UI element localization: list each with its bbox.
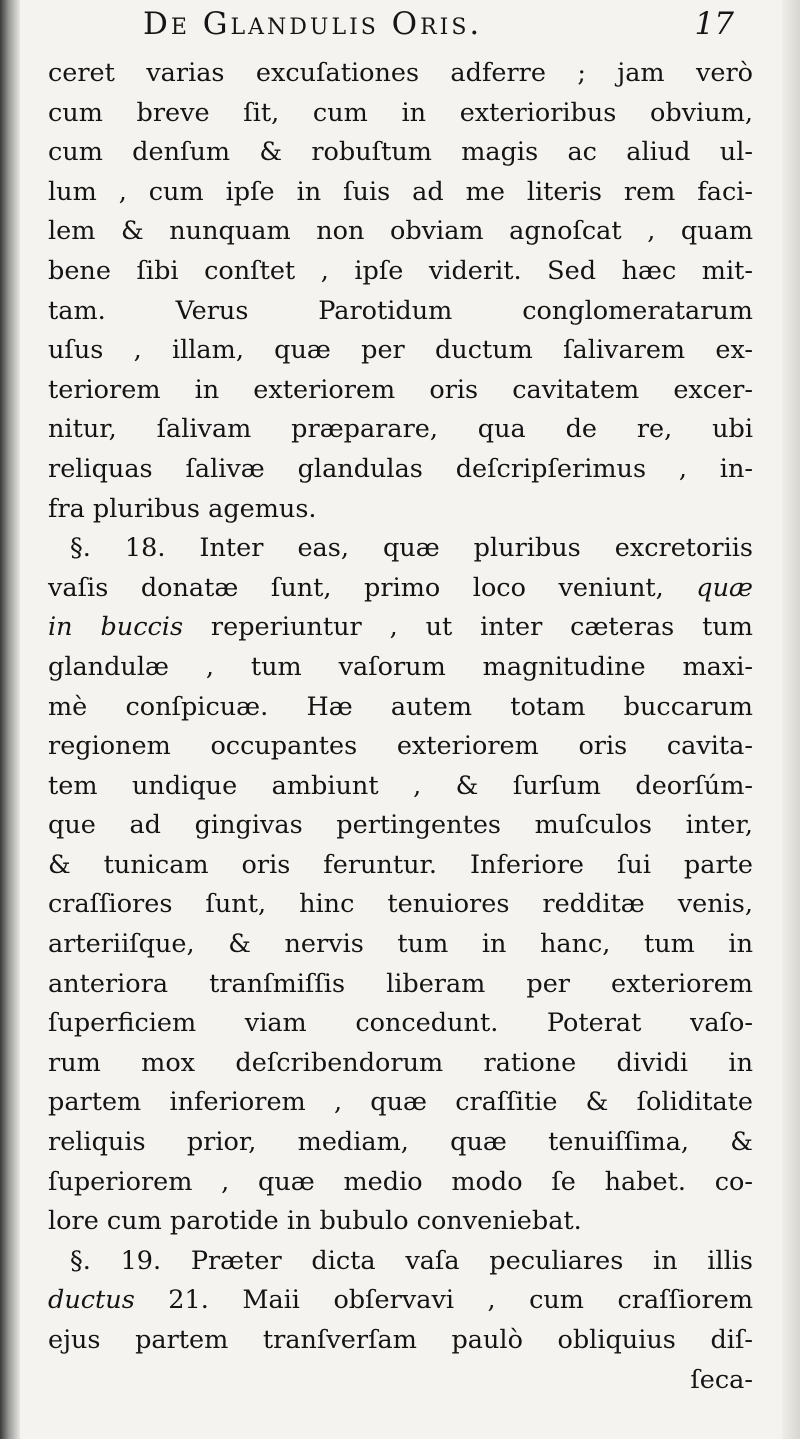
body-text <box>48 54 753 1400</box>
line-text: craſſiores ſunt, hinc tenuiores redditæ venis, <box>48 889 753 920</box>
line-text: reperiuntur , ut inter cæteras tum <box>183 612 753 643</box>
line-text: reliquas ſalivæ glandulas deſcripſerimus , in- <box>48 453 753 484</box>
text-line <box>48 727 753 767</box>
line-text: mè conſpicuæ. Hæ autem totam buccarum <box>48 691 753 722</box>
line-text: ſuperiorem , quæ medio modo ſe habet. co- <box>48 1166 753 1197</box>
text-line <box>48 450 753 490</box>
text-line <box>48 806 753 846</box>
line-text: ceret varias excuſationes adferre ; jam verò <box>48 58 753 88</box>
text-line <box>48 1202 753 1242</box>
line-text: tam. Verus Parotidum conglomeratarum <box>48 295 753 326</box>
text-line <box>48 292 753 332</box>
line-text: tem undique ambiunt , & ſurſum deorſúm- <box>48 770 753 801</box>
line-text: lem & nunquam non obviam agnoſcat , quam <box>48 216 753 247</box>
text-line <box>48 1044 753 1084</box>
text-line <box>48 846 753 886</box>
line-text: que ad gingivas pertingentes muſculos inter, <box>48 810 753 841</box>
line-text: anteriora tranſmiſſis liberam per exteriorem <box>48 968 753 999</box>
text-line <box>48 688 753 728</box>
line-text: ſuperficiem viam concedunt. Poterat vaſo- <box>48 1008 753 1039</box>
binding-gutter-shadow <box>0 0 20 1439</box>
text-line <box>48 173 753 213</box>
text-line <box>48 648 753 688</box>
text-line <box>48 1361 753 1401</box>
line-text: ejus partem tranſverſam paulò obliquius diſ- <box>48 1325 753 1355</box>
page-header <box>48 4 748 48</box>
line-text: uſus , illam, quæ per ductum ſalivarem ex- <box>48 335 753 366</box>
line-text: cum denſum & robuſtum magis ac aliud ul- <box>48 137 753 168</box>
line-text: ſeca- <box>690 1364 753 1395</box>
page-number: 17 <box>694 6 734 42</box>
text-line <box>48 212 753 252</box>
line-text: & tunicam oris feruntur. Inferiore ſui parte <box>48 849 753 880</box>
line-text: arteriiſque, & nervis tum in hanc, tum in <box>48 929 753 960</box>
text-line <box>48 1242 753 1282</box>
text-line <box>48 1281 753 1321</box>
line-text: regionem occupantes exteriorem oris cavita- <box>48 731 753 762</box>
line-text: fra pluribus agemus. <box>48 493 317 524</box>
text-line <box>48 1321 753 1361</box>
italic-text: in buccis <box>48 612 184 643</box>
text-line <box>48 925 753 965</box>
text-line <box>48 54 753 94</box>
text-line <box>48 767 753 807</box>
text-line <box>48 331 753 371</box>
line-text: partem inferiorem , quæ craſſitie & ſoliditate <box>48 1087 753 1118</box>
italic-text: ductus <box>48 1285 135 1316</box>
text-line <box>48 965 753 1005</box>
text-line <box>48 1004 753 1044</box>
line-text: teriorem in exteriorem oris cavitatem excer- <box>48 374 753 405</box>
italic-text: quæ <box>696 572 753 603</box>
line-text: §. 18. Inter eas, quæ pluribus excretoriis <box>70 533 753 564</box>
text-line <box>48 569 753 609</box>
line-text: cum breve ſit, cum in exterioribus obvium, <box>48 97 753 128</box>
text-line <box>48 410 753 450</box>
line-text: nitur, ſalivam præparare, qua de re, ubi <box>48 414 753 445</box>
running-head: De Glandulis Oris. <box>143 6 483 42</box>
line-text: bene ſibi conſtet , ipſe viderit. Sed hæc mit- <box>48 255 753 286</box>
text-line <box>48 133 753 173</box>
text-line <box>48 252 753 292</box>
text-line <box>48 490 753 530</box>
line-text: glandulæ , tum vaſorum magnitudine maxi- <box>48 651 753 682</box>
line-text: lum , cum ipſe in ſuis ad me literis rem faci- <box>48 176 753 207</box>
line-text: 21. Maii obſervavi , cum craſſiorem <box>134 1285 753 1316</box>
line-text: reliquis prior, mediam, quæ tenuiſſima, & <box>48 1127 753 1158</box>
line-text: rum mox deſcribendorum ratione dividi in <box>48 1047 753 1078</box>
text-line <box>48 608 753 648</box>
text-line <box>48 1123 753 1163</box>
text-line <box>48 885 753 925</box>
text-line <box>48 1083 753 1123</box>
line-text: §. 19. Præter dicta vaſa peculiares in illis <box>70 1245 753 1276</box>
page-edge <box>782 0 800 1439</box>
text-line <box>48 1163 753 1203</box>
text-line <box>48 94 753 134</box>
line-text: vaſis donatæ ſunt, primo loco veniunt, <box>48 572 697 603</box>
text-line <box>48 529 753 569</box>
text-line <box>48 371 753 411</box>
line-text: lore cum parotide in bubulo conveniebat. <box>48 1206 582 1237</box>
